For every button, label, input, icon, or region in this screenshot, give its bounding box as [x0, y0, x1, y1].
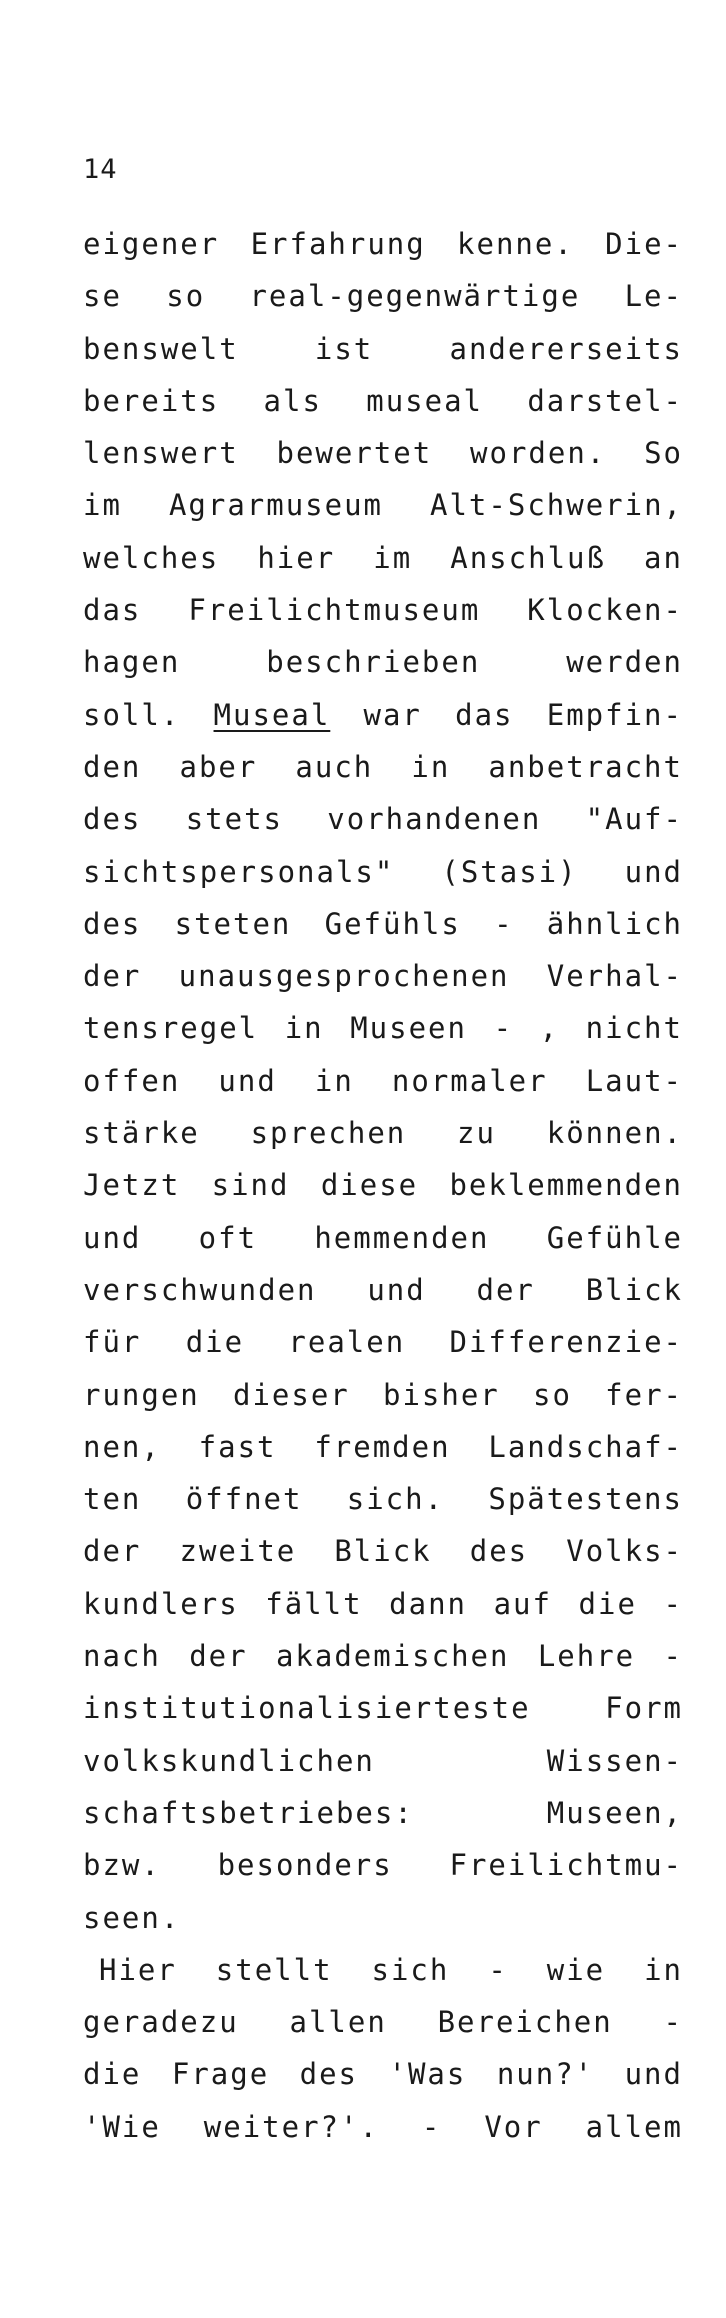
word: Agrarmuseum — [168, 488, 383, 523]
text-line — [83, 950, 683, 1002]
text-line — [83, 1735, 683, 1787]
word: Alt-Schwerin, — [430, 488, 683, 523]
word: des — [83, 906, 142, 941]
word: im — [83, 488, 122, 523]
word: steten — [174, 906, 292, 941]
word: zu — [457, 1116, 496, 1151]
word: nen, — [83, 1429, 161, 1464]
word: Blick — [585, 1272, 683, 1307]
word: schaftsbetriebes: — [83, 1795, 414, 1830]
word: nach — [83, 1639, 161, 1674]
word: im — [373, 540, 413, 575]
text-line — [83, 1944, 683, 1996]
word: - — [488, 1952, 508, 1987]
word: - — [663, 1586, 683, 1621]
word: das — [455, 697, 514, 732]
word: "Auf- — [585, 802, 683, 837]
word: die — [83, 2057, 142, 2092]
word: als — [263, 383, 322, 418]
text-line — [83, 1892, 683, 1944]
word: fremden — [314, 1429, 451, 1464]
word: für — [83, 1325, 142, 1360]
word: diese — [320, 1168, 419, 1203]
word: museal — [366, 383, 483, 418]
word: Anschluß — [450, 540, 606, 575]
word: real-gegenwärtige — [249, 279, 581, 314]
text-line — [83, 1264, 683, 1316]
text-line — [83, 1316, 683, 1368]
body-text — [83, 218, 683, 2153]
word: - — [663, 1639, 683, 1674]
text-line — [83, 479, 683, 531]
word: hagen — [83, 645, 181, 680]
word: soll. — [83, 697, 181, 732]
word: - — [421, 2109, 442, 2144]
word: so — [533, 1377, 572, 1412]
word: auch — [295, 749, 374, 784]
word: eigener — [83, 227, 220, 261]
text-line — [83, 2101, 683, 2153]
word: hier — [257, 540, 336, 575]
word: in — [284, 1011, 324, 1046]
word: des — [299, 2057, 359, 2092]
word: allen — [289, 2005, 387, 2040]
text-line — [83, 1369, 683, 1421]
word: normaler — [391, 1063, 548, 1098]
word: öffnet — [185, 1482, 303, 1517]
word: Blick — [334, 1534, 432, 1569]
word: beklemmenden — [449, 1168, 683, 1203]
word: Museen, — [546, 1795, 683, 1830]
text-line — [83, 218, 683, 270]
word: Jetzt — [83, 1168, 181, 1203]
word: weiter?'. — [203, 2109, 379, 2144]
word: sich — [371, 1952, 450, 1987]
text-line — [83, 1839, 683, 1891]
word: und — [218, 1063, 277, 1098]
word: volkskundlichen — [83, 1743, 375, 1778]
word: 'Was — [388, 2057, 467, 2092]
word: ähnlich — [546, 906, 683, 941]
word: hemmenden — [314, 1220, 490, 1255]
word: der — [189, 1639, 248, 1674]
word: Erfahrung — [250, 227, 426, 261]
word: stets — [185, 802, 283, 837]
word: sind — [211, 1168, 290, 1203]
word: Bereichen — [437, 2005, 613, 2040]
text-line — [83, 584, 683, 636]
word: beschrieben — [266, 645, 481, 680]
word: kenne. — [457, 227, 574, 261]
word: fast — [198, 1429, 277, 1464]
word: bzw. — [83, 1848, 161, 1883]
word: anbetracht — [488, 749, 683, 784]
word: sprechen — [250, 1116, 407, 1151]
text-line — [83, 689, 683, 741]
text-line — [83, 1630, 683, 1682]
word: war — [363, 697, 422, 732]
word: fällt — [265, 1586, 363, 1621]
word: dieser — [233, 1377, 350, 1412]
word: rungen — [83, 1377, 200, 1412]
text-line — [83, 636, 683, 688]
word: offen — [83, 1063, 181, 1098]
text-line — [83, 427, 683, 479]
word: Klocken- — [527, 593, 683, 628]
word: lenswert — [83, 436, 239, 471]
word: ist — [314, 331, 374, 366]
word: se — [83, 279, 122, 314]
word: Frage — [171, 2057, 270, 2092]
word: unausgesprochenen — [178, 959, 510, 994]
word: allem — [585, 2109, 683, 2144]
word: Form — [605, 1691, 683, 1726]
word: fer- — [605, 1377, 683, 1412]
word: So — [644, 436, 683, 471]
word: der — [83, 959, 142, 994]
text-line — [83, 1055, 683, 1107]
word: darstel- — [527, 383, 683, 418]
text-line — [83, 1578, 683, 1630]
word: den — [83, 749, 142, 784]
word: Die- — [605, 227, 683, 261]
word: aber — [179, 749, 258, 784]
word: Freilichtmuseum — [188, 593, 481, 628]
word: des — [469, 1534, 529, 1569]
word: ten — [83, 1482, 142, 1517]
word: Laut- — [585, 1063, 683, 1098]
word: realen — [288, 1325, 406, 1360]
word: nicht — [585, 1011, 683, 1046]
word: und — [367, 1272, 426, 1307]
word: (Stasi) — [441, 854, 578, 889]
word: Museal — [213, 697, 331, 732]
word: Empfin- — [546, 697, 683, 732]
word: sich. — [346, 1482, 445, 1517]
word: worden. — [470, 436, 607, 471]
text-line — [83, 793, 683, 845]
word: oft — [198, 1220, 258, 1255]
text-line — [83, 323, 683, 375]
word: Le- — [624, 279, 683, 314]
word: der — [83, 1534, 142, 1569]
word: seen. — [83, 1900, 181, 1935]
word: die — [185, 1325, 245, 1360]
word: - — [493, 1011, 514, 1046]
word: zweite — [179, 1534, 297, 1569]
text-line — [83, 1473, 683, 1525]
word: des — [83, 802, 142, 837]
word: Freilichtmu- — [449, 1848, 683, 1883]
text-line — [83, 1107, 683, 1159]
text-line — [83, 2048, 683, 2100]
word: Hier — [99, 1952, 177, 1987]
word: vorhandenen — [327, 802, 542, 837]
word: und — [624, 2057, 683, 2092]
word: sichtspersonals" — [83, 854, 395, 889]
text-line — [83, 532, 683, 584]
word: Gefühls — [324, 906, 461, 941]
word: 'Wie — [83, 2109, 161, 2144]
text-line — [83, 270, 683, 322]
word: Museen — [350, 1011, 467, 1046]
word: der — [476, 1272, 535, 1307]
word: andererseits — [449, 331, 683, 366]
word: tensregel — [83, 1011, 259, 1046]
text-line — [83, 741, 683, 793]
word: an — [644, 540, 683, 575]
word: Spätestens — [488, 1482, 683, 1517]
page-number: 14 — [83, 154, 118, 185]
word: bereits — [83, 383, 220, 418]
word: akademischen — [275, 1639, 510, 1674]
text-line — [83, 375, 683, 427]
text-line — [83, 1159, 683, 1211]
word: Landschaf- — [488, 1429, 683, 1464]
word: Wissen- — [546, 1743, 683, 1778]
word: auf — [493, 1586, 552, 1621]
text-line — [83, 1787, 683, 1839]
word: kundlers — [83, 1586, 239, 1621]
word: wie — [546, 1952, 606, 1987]
word: Verhal- — [546, 959, 683, 994]
word: in — [644, 1952, 683, 1987]
word: institutionalisierteste — [83, 1691, 531, 1726]
word: und — [83, 1220, 142, 1255]
word: bisher — [383, 1377, 500, 1412]
word: und — [624, 854, 683, 889]
word: werden — [566, 645, 683, 680]
text-line — [83, 1421, 683, 1473]
text-line — [83, 898, 683, 950]
text-line — [83, 846, 683, 898]
word: Gefühle — [546, 1220, 683, 1255]
word: benswelt — [83, 331, 239, 366]
word: in — [314, 1063, 354, 1098]
text-line — [83, 1682, 683, 1734]
word: nun?' — [496, 2057, 595, 2092]
word: bewertet — [276, 436, 433, 471]
text-line — [83, 1525, 683, 1577]
word: so — [166, 279, 206, 314]
word: geradezu — [83, 2005, 239, 2040]
word: , — [539, 1011, 560, 1046]
text-line — [83, 1212, 683, 1264]
word: verschwunden — [83, 1272, 317, 1307]
text-line — [83, 1002, 683, 1054]
word: Vor — [484, 2109, 543, 2144]
word: Volks- — [566, 1534, 683, 1569]
text-line — [83, 1996, 683, 2048]
word: besonders — [217, 1848, 393, 1883]
word: stellt — [215, 1952, 333, 1987]
word: dann — [389, 1586, 467, 1621]
word: das — [83, 593, 142, 628]
word: können. — [546, 1116, 683, 1151]
word: - — [663, 2005, 683, 2040]
word: in — [411, 749, 451, 784]
word: Differenzie- — [449, 1325, 683, 1360]
word: Lehre — [537, 1639, 636, 1674]
word: welches — [83, 540, 220, 575]
word: stärke — [83, 1116, 200, 1151]
word: - — [494, 906, 514, 941]
word: die — [578, 1586, 637, 1621]
